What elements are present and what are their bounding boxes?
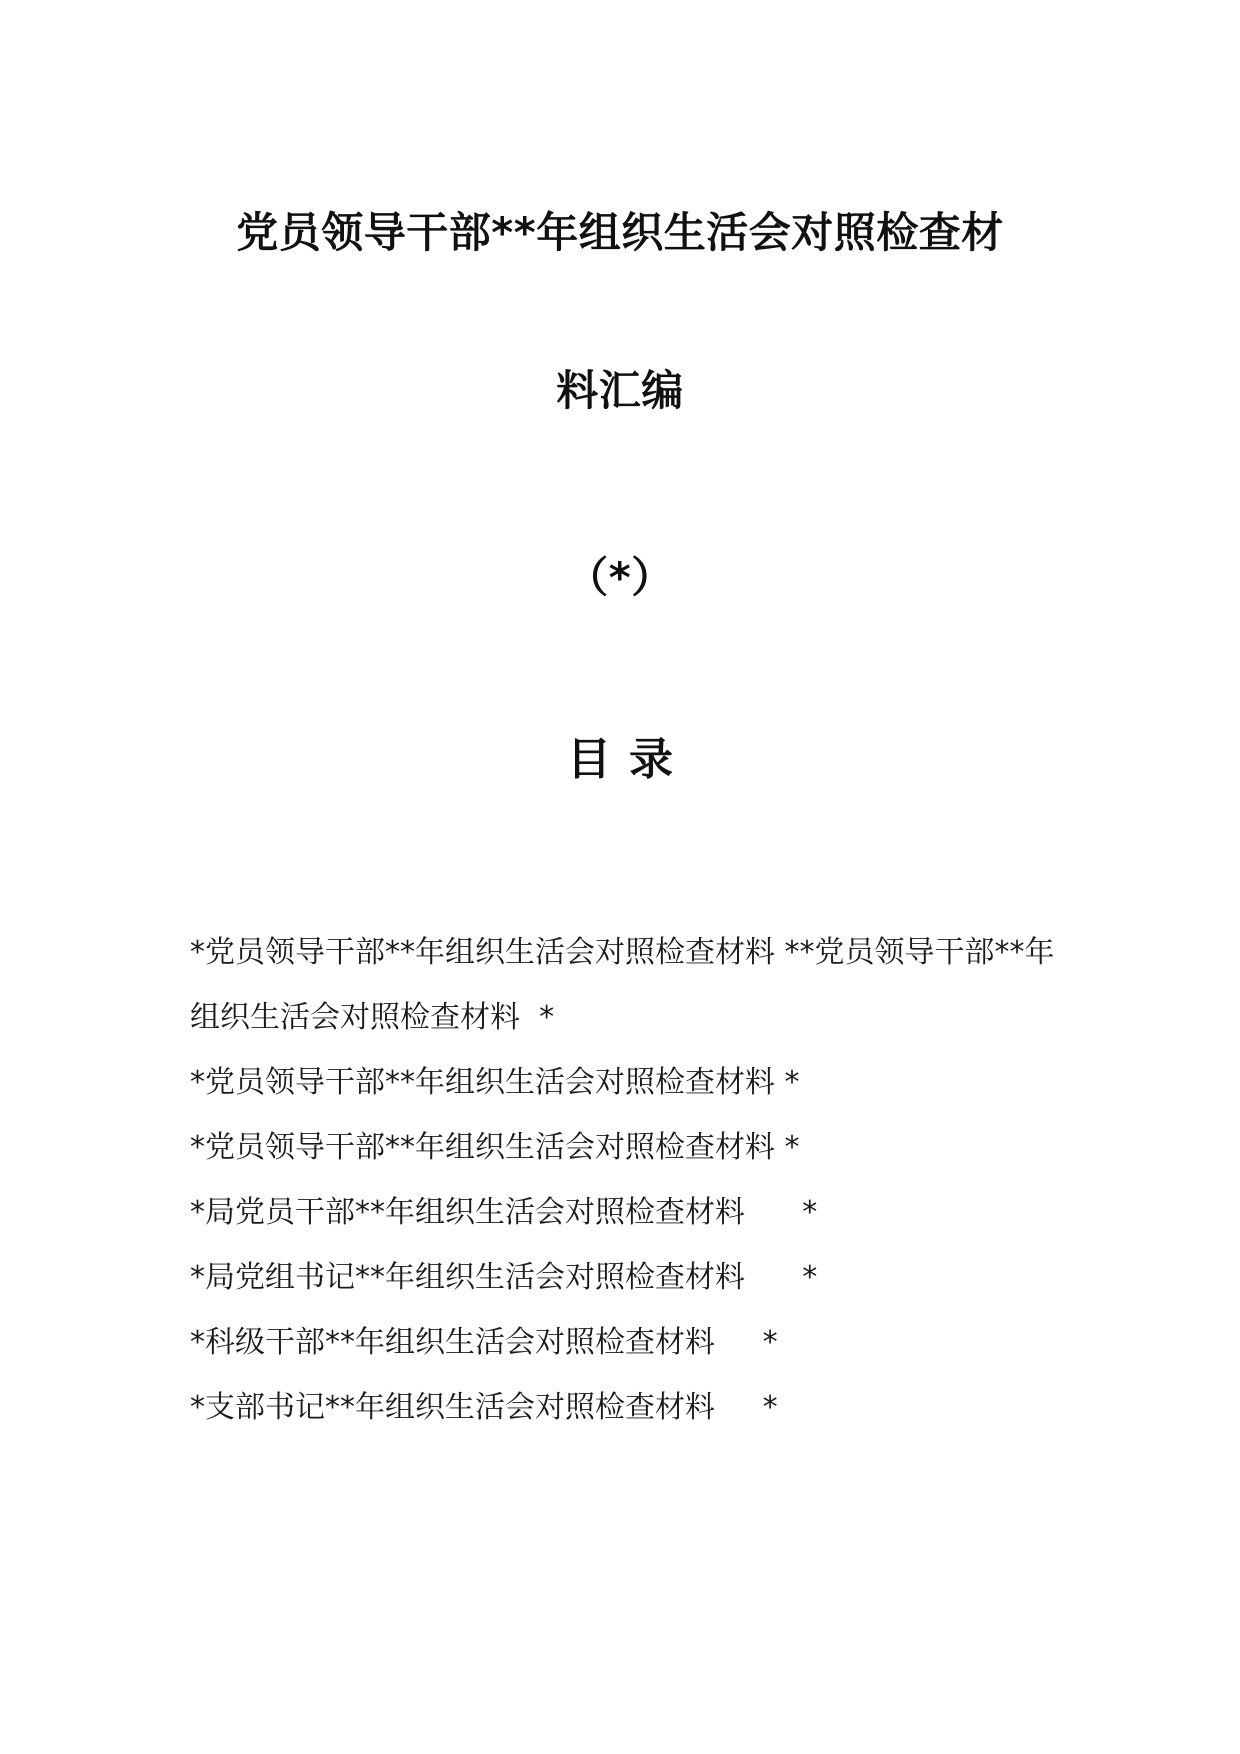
toc-entry[interactable]: *党员领导干部**年组织生活会对照检查材料 * xyxy=(190,1130,800,1165)
toc-list xyxy=(190,920,1070,1440)
toc-entry[interactable]: *党员领导干部**年组织生活会对照检查材料 **党员领导干部**年组织生活会对照检查材料 * xyxy=(190,935,1055,1035)
document-title-line-2: 料汇编 xyxy=(556,366,684,415)
toc-heading: 目录 xyxy=(567,734,691,785)
toc-entry[interactable]: *局党员干部**年组织生活会对照检查材料 * xyxy=(190,1195,818,1230)
document-subtitle-number: （*） xyxy=(566,553,674,602)
toc-entry[interactable]: *局党组书记**年组织生活会对照检查材料 * xyxy=(190,1260,818,1295)
toc-entry[interactable]: *支部书记**年组织生活会对照检查材料 * xyxy=(190,1390,778,1425)
document-title-line-1: 党员领导干部**年组织生活会对照检查材 xyxy=(236,208,1004,257)
toc-entry[interactable]: *党员领导干部**年组织生活会对照检查材料 * xyxy=(190,1065,800,1100)
toc-entry[interactable]: *科级干部**年组织生活会对照检查材料 * xyxy=(190,1325,778,1360)
